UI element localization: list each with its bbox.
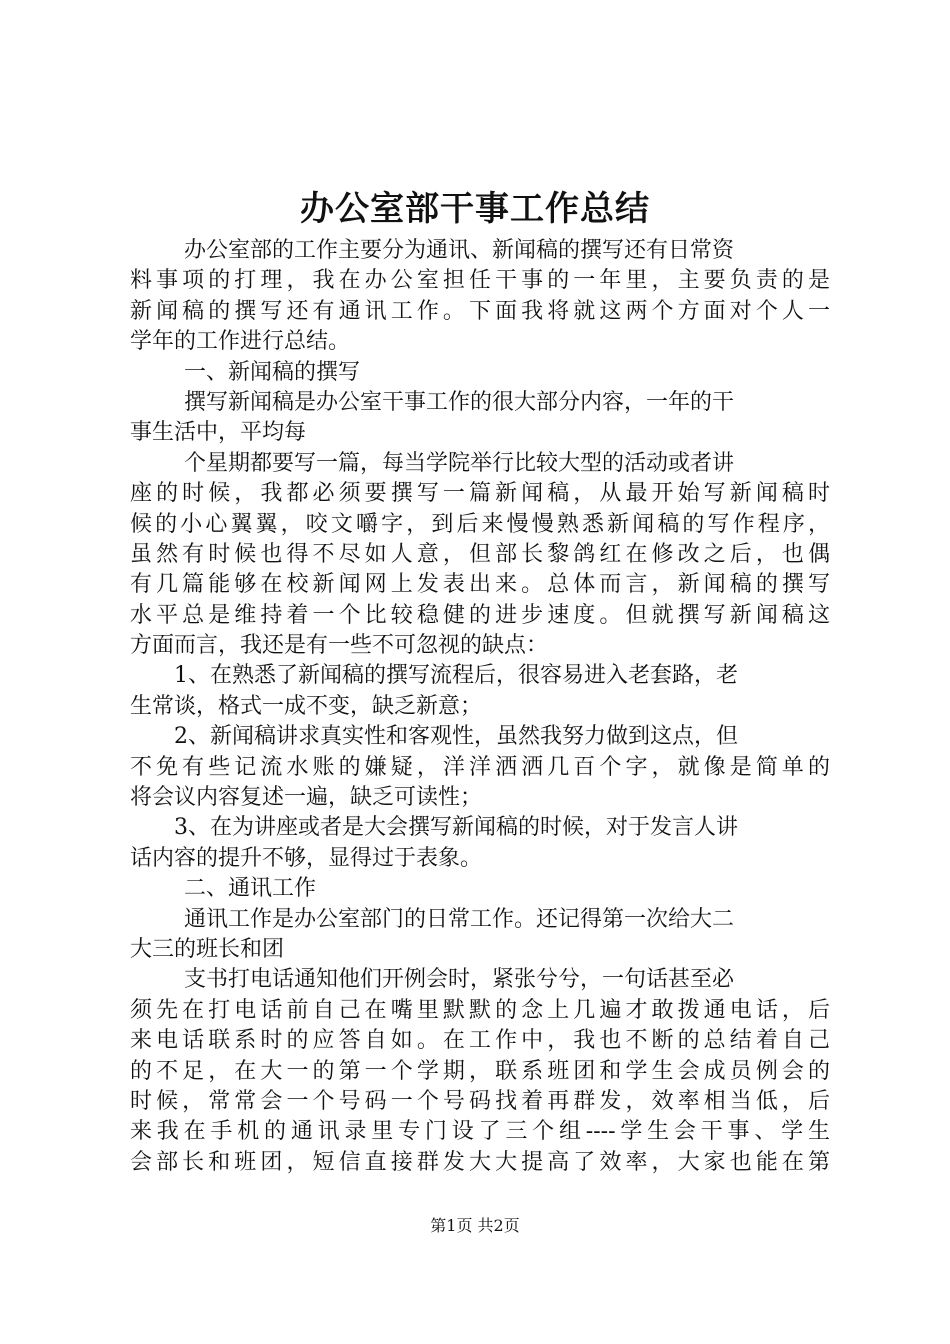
body-line: 生常谈，格式一成不变，缺乏新意； xyxy=(130,693,483,719)
document-title: 办公室部干事工作总结 xyxy=(300,189,650,229)
body-line: 通讯工作是办公室部门的日常工作。还记得第一次给大二 xyxy=(184,906,735,932)
section-heading: 一、新闻稿的撰写 xyxy=(184,359,361,385)
body-line: 支书打电话通知他们开例会时，紧张兮兮，一句话甚至必 xyxy=(184,967,735,993)
body-line: 个星期都要写一篇，每当学院举行比较大型的活动或者讲 xyxy=(184,450,735,476)
body-line: 来电话联系时的应答自如。在工作中，我也不断的总结着自己 xyxy=(130,1028,830,1054)
body-line: 须先在打电话前自己在嘴里默默的念上几遍才敢拨通电话，后 xyxy=(130,997,830,1023)
body-line: 将会议内容复述一遍，缺乏可读性； xyxy=(130,785,483,811)
body-line: 方面而言，我还是有一些不可忽视的缺点： xyxy=(130,633,549,659)
body-line: 座的时候，我都必须要撰写一篇新闻稿，从最开始写新闻稿时 xyxy=(130,481,830,507)
body-line: 的不足，在大一的第一个学期，联系班团和学生会成员例会的 xyxy=(130,1058,830,1084)
body-line: 新闻稿的撰写还有通讯工作。下面我将就这两个方面对个人一 xyxy=(130,298,830,324)
body-line: 候的小心翼翼，咬文嚼字，到后来慢慢熟悉新闻稿的写作程序， xyxy=(130,511,830,537)
list-item: 3、在为讲座或者是大会撰写新闻稿的时候，对于发言人讲 xyxy=(174,815,738,841)
body-line: 大三的班长和团 xyxy=(130,936,285,962)
body-line: 来我在手机的通讯录里专门设了三个组----学生会干事、学生 xyxy=(130,1119,830,1145)
page-indicator: 第1页 共2页 xyxy=(430,1216,520,1235)
body-line: 有几篇能够在校新闻网上发表出来。总体而言，新闻稿的撰写 xyxy=(130,572,830,598)
document-body xyxy=(130,236,830,1178)
body-line: 时候，常常会一个号码一个号码找着再群发，效率相当低，后 xyxy=(130,1088,830,1114)
list-item: 1、在熟悉了新闻稿的撰写流程后，很容易进入老套路，老 xyxy=(174,663,738,689)
list-item: 2、新闻稿讲求真实性和客观性，虽然我努力做到这点，但 xyxy=(174,724,738,750)
body-line: 水平总是维持着一个比较稳健的进步速度。但就撰写新闻稿这 xyxy=(130,602,830,628)
body-line: 会部长和班团，短信直接群发大大提高了效率，大家也能在第 xyxy=(130,1149,830,1175)
body-line: 虽然有时候也得不尽如人意，但部长黎鸽红在修改之后，也偶 xyxy=(130,541,830,567)
body-line: 办公室部的工作主要分为通讯、新闻稿的撰写还有日常资 xyxy=(184,238,735,263)
body-line: 话内容的提升不够，显得过于表象。 xyxy=(130,845,483,871)
body-line: 不免有些记流水账的嫌疑，洋洋洒洒几百个字，就像是简单的 xyxy=(130,754,830,780)
body-line: 料事项的打理，我在办公室担任干事的一年里，主要负责的是 xyxy=(130,268,830,294)
body-line: 撰写新闻稿是办公室干事工作的很大部分内容，一年的干 xyxy=(184,389,735,415)
body-line: 学年的工作进行总结。 xyxy=(130,329,351,355)
section-heading: 二、通讯工作 xyxy=(184,876,317,902)
body-line: 事生活中，平均每 xyxy=(130,420,307,446)
